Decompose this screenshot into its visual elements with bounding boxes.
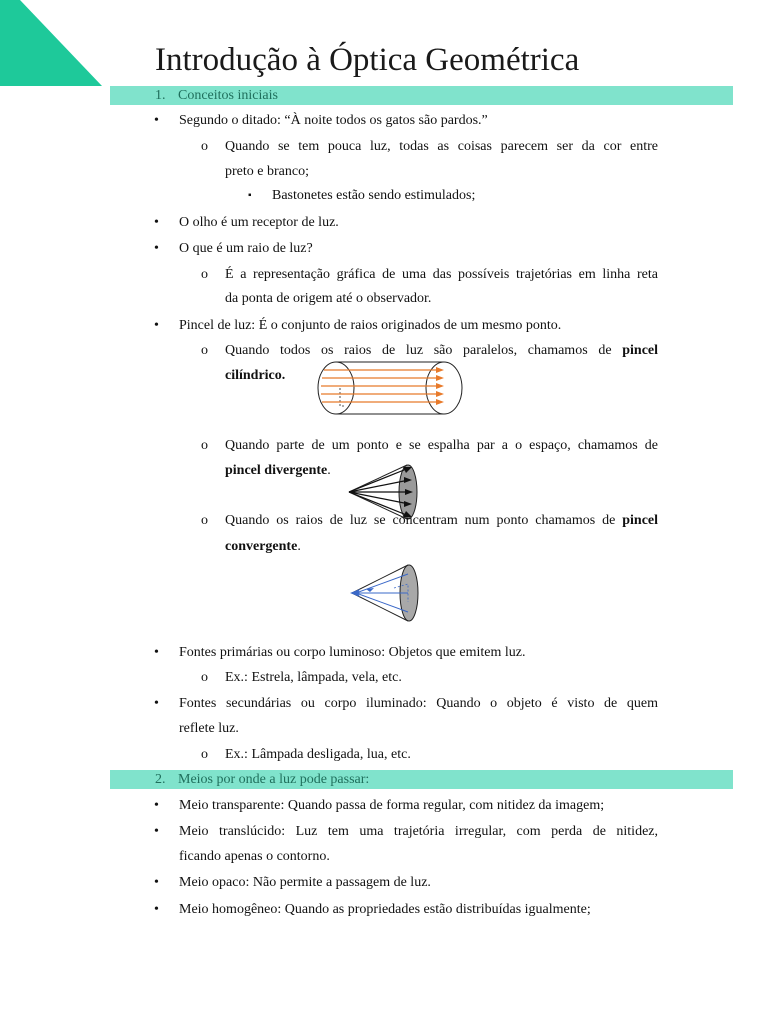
list-item: Meio homogêneo: Quando as propriedades estão distribuídas igualmente; [179,902,591,917]
bullet-disc: • [154,902,159,917]
list-item: Ex.: Estrela, lâmpada, vela, etc. [225,670,402,685]
list-item: Meio transparente: Quando passa de forma regular, com nitidez da imagem; [179,798,605,813]
list-item [225,342,658,360]
term-bold: convergente [225,539,298,554]
list-item-continuation: da ponta de origem até o observador. [225,291,432,306]
bullet-disc: • [154,824,159,839]
bullet-circle: o [201,747,208,762]
bullet-disc: • [154,645,159,660]
term-bold: cilíndrico. [225,368,286,383]
bullet-circle: o [201,343,208,358]
bullet-disc: • [154,798,159,813]
list-item-continuation [225,462,331,480]
list-item-continuation [225,367,285,385]
list-item: O olho é um receptor de luz. [179,215,339,230]
bullet-disc: • [154,875,159,890]
section-title: Meios por onde a luz pode passar: [178,772,370,787]
list-item: Fontes primárias ou corpo luminoso: Objetos que emitem luz. [179,645,526,660]
list-item-continuation: ficando apenas o contorno. [179,849,330,864]
punctuation: . [327,463,331,478]
bullet-disc: • [154,113,159,128]
list-item: Pincel de luz: É o conjunto de raios originados de um mesmo ponto. [179,318,562,333]
convergent-pencil-figure [346,562,422,624]
bullet-circle: o [201,139,208,154]
punctuation: . [297,539,301,554]
bullet-circle: o [201,267,208,282]
bullet-circle: o [201,513,208,528]
list-item-continuation: preto e branco; [225,164,309,179]
section-heading-1 [110,86,733,105]
bullet-square: ▪ [248,190,252,201]
term-bold: pincel [622,513,659,528]
section-number: 1. [155,88,166,103]
list-item: Quando parte de um ponto e se espalha par a o espaço, chamamos de [225,438,658,453]
list-item: Quando se tem pouca luz, todas as coisas parecem ser da cor entre [225,139,658,154]
list-item-text: Quando os raios de luz se concentram num ponto chamamos de [225,513,616,528]
bullet-circle: o [201,438,208,453]
list-item [225,512,658,530]
section-number: 2. [155,772,166,787]
section-title: Conceitos iniciais [178,88,278,103]
list-item-text: Quando todos os raios de luz são paralelos, chamamos de [225,343,612,358]
cylindrical-pencil-figure [316,360,464,416]
bullet-disc: • [154,215,159,230]
list-item: Fontes secundárias ou corpo iluminado: Quando o objeto é visto de quem [179,696,658,711]
page-title: Introdução à Óptica Geométrica [155,42,580,78]
list-item: Segundo o ditado: “À noite todos os gatos são pardos.” [179,113,488,128]
section-heading-2 [110,770,733,789]
list-item: O que é um raio de luz? [179,241,313,256]
list-item: Meio opaco: Não permite a passagem de luz. [179,875,431,890]
list-item: Meio translúcido: Luz tem uma trajetória irregular, com perda de nitidez, [179,824,658,839]
term-bold: pincel [622,343,659,358]
bullet-disc: • [154,241,159,256]
corner-accent-triangle [0,0,102,86]
bullet-circle: o [201,670,208,685]
term-bold: pincel divergente [225,463,328,478]
list-item: Bastonetes estão sendo estimulados; [272,188,476,203]
list-item: Ex.: Lâmpada desligada, lua, etc. [225,747,411,762]
list-item-continuation: reflete luz. [179,721,239,736]
bullet-disc: • [154,696,159,711]
list-item: É a representação gráfica de uma das possíveis trajetórias em linha reta [225,267,658,282]
bullet-disc: • [154,318,159,333]
list-item-continuation [225,538,301,556]
